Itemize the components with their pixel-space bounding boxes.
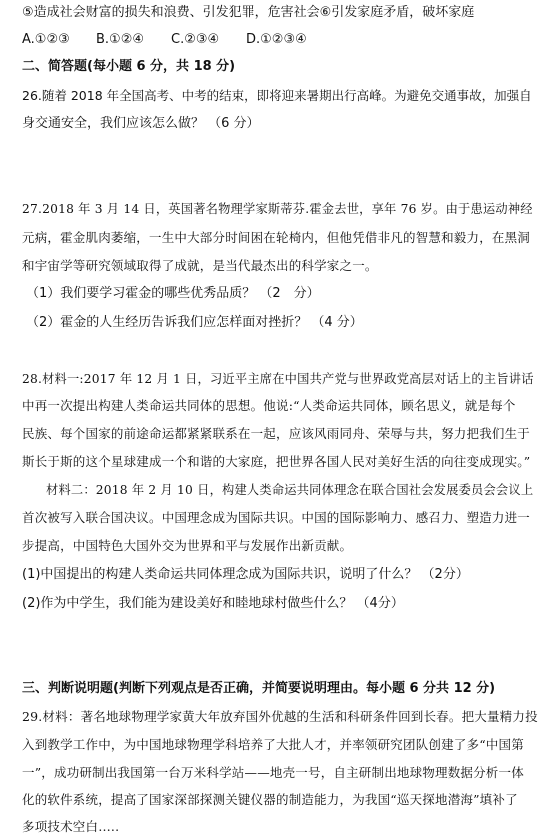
section3-heading: 三、判断说明题(判断下列观点是否正确，并简要说明理由。每小题 6 分共 12 分) (22, 681, 496, 696)
q26-line1: 26.随着 2018 年全国高考、中考的结束，即将迎来暑期出行高峰。为避免交通事故，加强自 (22, 88, 532, 103)
option-c: C.②③④ (171, 32, 220, 47)
q29-line1: 29.材料：著名地球物理学家黄大年放弃国外优越的生活和科研条件回到长春。把大量精力投 (22, 709, 538, 724)
q28-sub2: (2)作为中学生，我们能为建设美好和睦地球村做些什么？ （4分） (22, 596, 404, 611)
q28-line6: 首次被写入联合国决议。中国理念成为国际共识。中国的国际影响力、感召力、塑造力进一 (22, 510, 531, 525)
q28-line7: 步提高，中国特色大国外交为世界和平与发展作出新贡献。 (22, 538, 353, 553)
q27-line2: 元病，霍金肌肉萎缩，一生中大部分时间困在轮椅内，但他凭借非凡的智慧和毅力，在黑洞 (22, 230, 531, 245)
option-b: B.①②④ (96, 32, 145, 47)
q29-line5: 多项技术空白….. (22, 819, 120, 834)
option-a: A.①②③ (22, 32, 70, 47)
q28-line3: 民族、每个国家的前途命运都紧紧联系在一起，应该风雨同舟、荣辱与共，努力把我们生于 (22, 426, 531, 441)
q27-sub2: （2）霍金的人生经历告诉我们应怎样面对挫折？ （4 分） (26, 315, 363, 330)
q28-line2: 中再一次提出构建人类命运共同体的思想。他说:“人类命运共同体，顾名思义，就是每个 (22, 398, 516, 413)
q29-line4: 化的软件系统，提高了国家深部探测关键仪器的制造能力，为我国“巡天探地潜海”填补了 (22, 792, 518, 807)
q28-line4: 斯长于斯的这个星球建成一个和谐的大家庭，把世界各国人民对美好生活的向往变成现实。” (22, 454, 531, 469)
q28-line1: 28.材料一:2017 年 12 月 1 日，习近平主席在中国共产党与世界政党高层对话上的主旨讲话 (22, 372, 534, 386)
q27-line3: 和宇宙学等研究领域取得了成就，是当代最杰出的科学家之一。 (22, 258, 378, 273)
q28-line5: 材料二：2018 年 2 月 10 日，构建人类命运共同体理念在联合国社会发展委员会会议上 (46, 483, 534, 497)
section2-heading: 二、简答题(每小题 6 分，共 18 分) (22, 59, 236, 74)
option-item-text: ⑤造成社会财富的损失和浪费、引发犯罪，危害社会⑥引发家庭矛盾，破坏家庭 (22, 5, 475, 20)
q29-line2: 入到教学工作中，为中国地球物理学科培养了大批人才，并率领研究团队创建了多“中国第 (22, 737, 524, 752)
q27-line1: 27.2018 年 3 月 14 日，英国著名物理学家斯蒂芬.霍金去世，享年 76 岁。由于患运动神经 (22, 202, 533, 216)
q26-line2: 身交通安全，我们应该怎么做？ （6 分） (22, 116, 260, 131)
q27-sub1: （1）我们要学习霍金的哪些优秀品质？ （2 分） (26, 286, 320, 301)
option-d: D.①②③④ (246, 32, 307, 47)
q28-sub1: (1)中国提出的构建人类命运共同体理念成为国际共识，说明了什么？ （2分） (22, 567, 469, 582)
q29-line3: 一”，成功研制出我国第一台万米科学站——地壳一号，自主研制出地球物理数据分析一体 (22, 765, 524, 780)
